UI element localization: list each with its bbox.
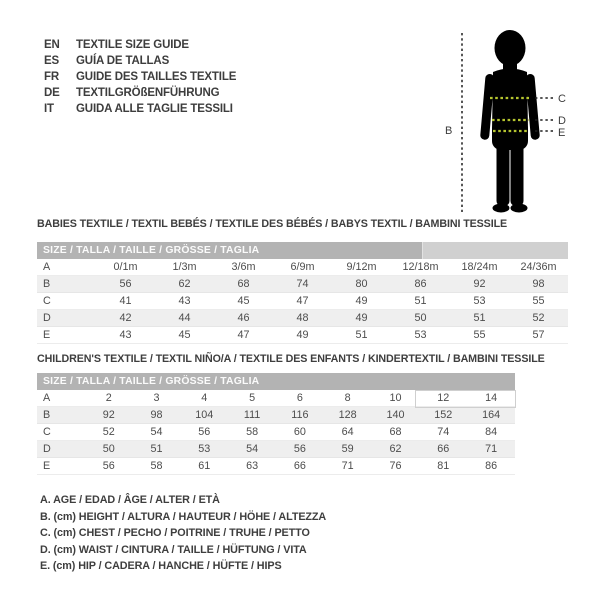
table-row-C <box>37 293 568 310</box>
size-cell: 74 <box>273 276 332 293</box>
size-cell: 9/12m <box>332 259 391 276</box>
size-cell: 56 <box>180 424 228 441</box>
row-label: A <box>37 390 85 407</box>
size-cell: 12/18m <box>391 259 450 276</box>
size-cell: 6/9m <box>273 259 332 276</box>
row-label: D <box>37 441 85 458</box>
measurement-legend <box>40 492 326 575</box>
lang-label-it: GUIDA ALLE TAGLIE TESSILI <box>76 102 233 115</box>
size-cell: 164 <box>467 407 515 424</box>
size-cell: 2 <box>85 390 133 407</box>
size-cell: 92 <box>85 407 133 424</box>
size-cell: 52 <box>509 310 568 327</box>
size-cell: 64 <box>324 424 372 441</box>
size-cell: 50 <box>85 441 133 458</box>
table-header-label: SIZE / TALLA / TAILLE / GRÖSSE / TAGLIA <box>37 373 515 390</box>
size-cell: 49 <box>273 327 332 344</box>
table-row-D <box>37 441 515 458</box>
size-cell: 43 <box>155 293 214 310</box>
babies-table-title: BABIES TEXTILE / TEXTIL BEBÉS / TEXTILE DES BÉBÉS / BABYS TEXTIL / BAMBINI TESSILE <box>37 218 508 230</box>
size-cell: 86 <box>391 276 450 293</box>
size-cell: 59 <box>324 441 372 458</box>
size-cell: 71 <box>324 458 372 475</box>
size-cell: 12 <box>419 390 467 407</box>
lang-code-de: DE <box>44 86 60 99</box>
size-cell: 8 <box>324 390 372 407</box>
size-cell: 58 <box>228 424 276 441</box>
size-cell: 111 <box>228 407 276 424</box>
size-cell: 81 <box>419 458 467 475</box>
size-cell: 53 <box>391 327 450 344</box>
size-cell: 68 <box>214 276 273 293</box>
size-cell: 41 <box>96 293 155 310</box>
size-cell: 3/6m <box>214 259 273 276</box>
size-cell: 24/36m <box>509 259 568 276</box>
size-cell: 58 <box>133 458 181 475</box>
size-cell: 55 <box>450 327 509 344</box>
size-cell: 74 <box>419 424 467 441</box>
legend-waist: D. (cm) WAIST / CINTURA / TAILLE / HÜFTUNG / VITA <box>40 543 307 556</box>
size-cell: 62 <box>155 276 214 293</box>
row-label: D <box>37 310 96 327</box>
babies-size-table <box>37 242 568 344</box>
lang-code-en: EN <box>44 39 60 51</box>
lang-label-de: TEXTILGRÖßENFÜHRUNG <box>76 86 220 99</box>
size-cell: 49 <box>332 310 391 327</box>
lang-code-es: ES <box>44 54 60 67</box>
size-cell: 56 <box>276 441 324 458</box>
lang-row-fr <box>44 70 236 86</box>
size-cell: 104 <box>180 407 228 424</box>
size-cell: 63 <box>228 458 276 475</box>
measurement-figure <box>440 8 600 220</box>
size-cell: 44 <box>155 310 214 327</box>
chest-label: C <box>558 93 566 105</box>
size-cell: 53 <box>450 293 509 310</box>
size-cell: 60 <box>276 424 324 441</box>
table-row-E <box>37 458 515 475</box>
lang-label-en: TEXTILE SIZE GUIDE <box>76 39 189 51</box>
size-cell: 54 <box>228 441 276 458</box>
height-label: B <box>445 125 453 137</box>
size-cell: 116 <box>276 407 324 424</box>
size-cell: 45 <box>214 293 273 310</box>
size-cell: 51 <box>133 441 181 458</box>
table-row-A <box>37 259 568 276</box>
size-cell: 56 <box>96 276 155 293</box>
row-label: E <box>37 458 85 475</box>
size-cell: 49 <box>332 293 391 310</box>
legend-chest: C. (cm) CHEST / PECHO / POITRINE / TRUHE / PETTO <box>40 527 310 540</box>
table-header-row <box>37 373 515 390</box>
size-cell: 43 <box>96 327 155 344</box>
legend-height: B. (cm) HEIGHT / ALTURA / HAUTEUR / HÖHE / ALTEZZA <box>40 510 327 523</box>
table-header-row <box>37 242 568 259</box>
size-cell: 0/1m <box>96 259 155 276</box>
size-cell: 98 <box>509 276 568 293</box>
size-cell: 71 <box>467 441 515 458</box>
size-cell: 5 <box>228 390 276 407</box>
size-cell: 51 <box>332 327 391 344</box>
table-row-C <box>37 424 515 441</box>
table-row-B <box>37 276 568 293</box>
size-cell: 57 <box>509 327 568 344</box>
size-cell: 128 <box>324 407 372 424</box>
size-cell: 66 <box>419 441 467 458</box>
size-cell: 47 <box>273 293 332 310</box>
size-cell: 53 <box>180 441 228 458</box>
size-cell: 46 <box>214 310 273 327</box>
table-row-A <box>37 390 515 407</box>
size-cell: 47 <box>214 327 273 344</box>
lang-row-de <box>44 86 236 102</box>
lang-code-fr: FR <box>44 70 60 83</box>
size-cell: 10 <box>372 390 420 407</box>
size-cell: 98 <box>133 407 181 424</box>
row-label: C <box>37 293 96 310</box>
size-cell: 76 <box>372 458 420 475</box>
size-cell: 86 <box>467 458 515 475</box>
size-cell: 14 <box>467 390 515 407</box>
row-label: C <box>37 424 85 441</box>
lang-label-fr: GUIDE DES TAILLES TEXTILE <box>76 70 237 83</box>
child-silhouette-icon <box>480 30 540 213</box>
table-row-B <box>37 407 515 424</box>
size-cell: 45 <box>155 327 214 344</box>
size-cell: 6 <box>276 390 324 407</box>
children-table-title: CHILDREN'S TEXTILE / TEXTIL NIÑO/A / TEXTILE DES ENFANTS / KINDERTEXTIL / BAMBINI TESSILE <box>37 353 545 365</box>
size-cell: 50 <box>391 310 450 327</box>
table-header-label: SIZE / TALLA / TAILLE / GRÖSSE / TAGLIA <box>37 242 568 259</box>
size-cell: 62 <box>372 441 420 458</box>
size-cell: 3 <box>133 390 181 407</box>
legend-hip: E. (cm) HIP / CADERA / HANCHE / HÜFTE / HIPS <box>40 560 282 573</box>
size-cell: 55 <box>509 293 568 310</box>
lang-row-it <box>44 102 236 118</box>
size-cell: 140 <box>372 407 420 424</box>
row-label: A <box>37 259 96 276</box>
size-cell: 56 <box>85 458 133 475</box>
table-row-D <box>37 310 568 327</box>
language-title-list <box>44 38 236 118</box>
size-cell: 42 <box>96 310 155 327</box>
size-cell: 84 <box>467 424 515 441</box>
row-label: E <box>37 327 96 344</box>
size-cell: 1/3m <box>155 259 214 276</box>
size-cell: 4 <box>180 390 228 407</box>
lang-row-es <box>44 54 236 70</box>
size-cell: 51 <box>391 293 450 310</box>
size-cell: 18/24m <box>450 259 509 276</box>
row-label: B <box>37 407 85 424</box>
lang-code-it: IT <box>44 102 54 115</box>
size-cell: 48 <box>273 310 332 327</box>
lang-label-es: GUÍA DE TALLAS <box>76 54 170 67</box>
size-cell: 66 <box>276 458 324 475</box>
hip-label: E <box>558 127 566 139</box>
size-cell: 80 <box>332 276 391 293</box>
size-cell: 152 <box>419 407 467 424</box>
children-size-table <box>37 373 515 475</box>
table-row-E <box>37 327 568 344</box>
size-cell: 52 <box>85 424 133 441</box>
waist-label: D <box>558 115 566 127</box>
size-cell: 51 <box>450 310 509 327</box>
size-cell: 92 <box>450 276 509 293</box>
row-label: B <box>37 276 96 293</box>
child-figure-diagram <box>440 8 600 220</box>
size-cell: 54 <box>133 424 181 441</box>
legend-age: A. AGE / EDAD / ÂGE / ALTER / ETÀ <box>40 494 220 506</box>
size-cell: 61 <box>180 458 228 475</box>
lang-row-en <box>44 38 236 54</box>
size-cell: 68 <box>372 424 420 441</box>
